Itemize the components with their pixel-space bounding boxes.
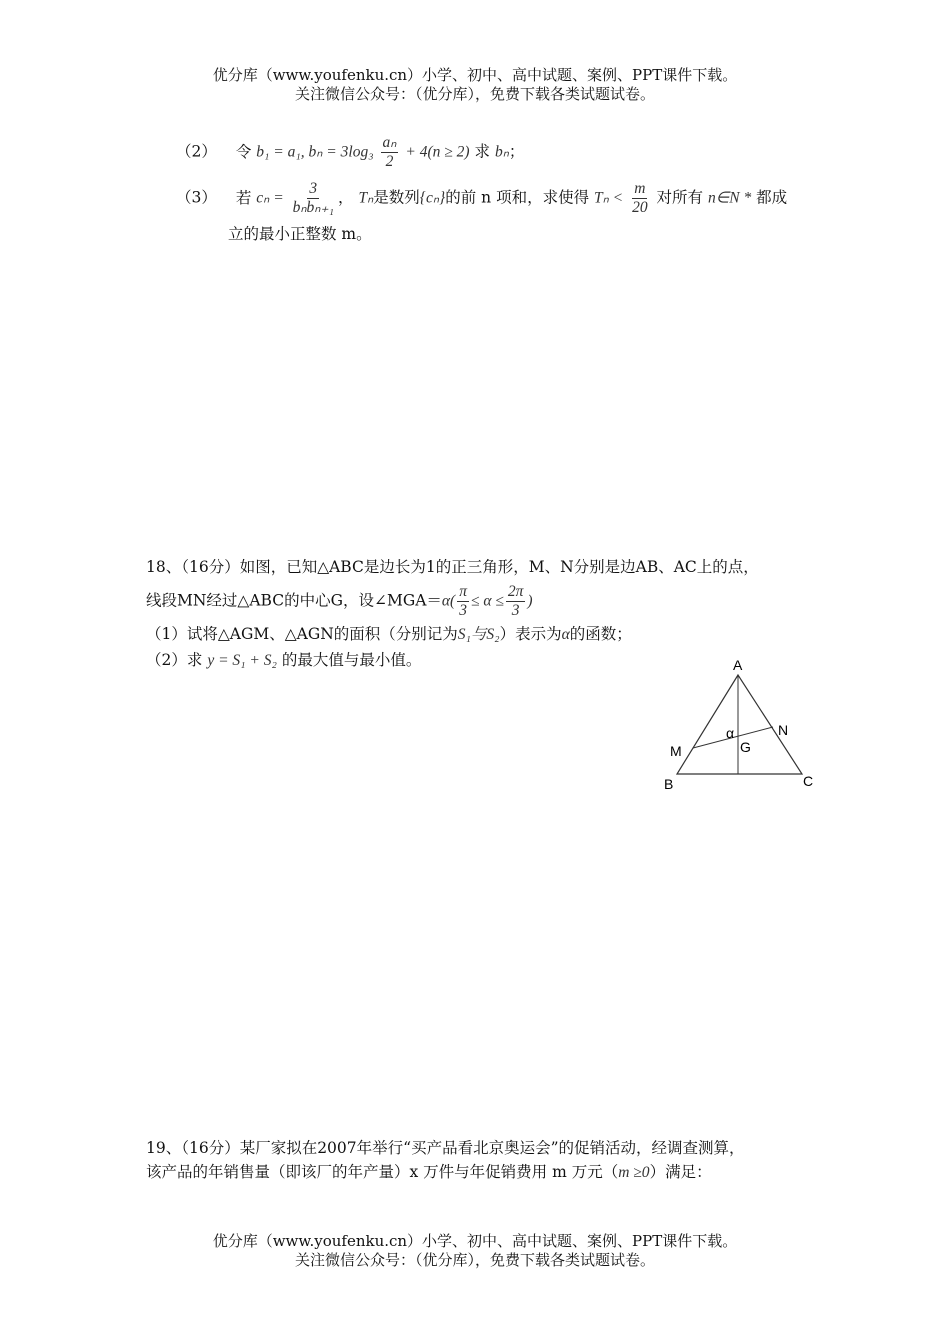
q17-part3-cond: n∈N *	[707, 189, 752, 207]
q17-part3-fraction-2	[630, 180, 650, 217]
header-line-2: 关注微信公众号：（优分库），免费下载各类试题试卷。	[294, 85, 655, 103]
q17-part2-ask: 求	[474, 142, 491, 161]
q17-part3-set: {cₙ}	[419, 189, 446, 207]
header-line-1: 优分库（www.youfenku.cn）小学、初中、高中试题、案例、PPT课件下载。	[212, 66, 738, 84]
label-b: B	[664, 776, 674, 792]
q18-line2-text: 线段MN经过△ABC的中心G，设∠MGA＝	[146, 591, 442, 610]
q17-part3-c: cₙ =	[256, 189, 284, 207]
q18-alpha: α(	[441, 592, 456, 610]
footer-line-2: 关注微信公众号：（优分库），免费下载各类试题试卷。	[294, 1251, 655, 1269]
q17-part3-line2: 立的最小正整数 m。	[228, 225, 372, 243]
q17-part2	[176, 134, 524, 171]
q18-frac-2pi-3	[506, 583, 526, 620]
q18-line3-text3: 的函数；	[569, 625, 632, 643]
q18-line3	[146, 622, 632, 644]
label-m: M	[670, 743, 682, 759]
q19-line2-text2: ）满足：	[649, 1163, 712, 1181]
fraction-numerator: 3	[309, 180, 318, 197]
q18-line3-text2: ）表示为	[499, 625, 562, 643]
q19-line2-text: 该产品的年销售量（即该厂的年产量）x 万件与年促销费用 m 万元（	[146, 1163, 619, 1181]
label-c: C	[803, 773, 814, 789]
q17-part3-number: （3）	[176, 188, 217, 207]
fraction-denominator: 3	[511, 602, 520, 619]
q18-line3-text: （1）试将△AGM、△AGN的面积（分别记为	[146, 625, 458, 643]
q17-part2-lead: 令	[235, 142, 252, 161]
q17-part2-number: （2）	[176, 142, 217, 161]
label-a: A	[733, 657, 743, 673]
q18-line4-text: （2）求	[146, 651, 203, 669]
q17-part3-ineq: Tₙ <	[594, 189, 624, 207]
q19-line2	[146, 1160, 712, 1182]
q17-part3-mid3: 的前 n 项和，求使得	[445, 188, 590, 207]
q17-part2-var: bₙ	[494, 143, 509, 161]
page-footer	[0, 1232, 950, 1270]
page-header	[0, 66, 950, 104]
q18-line4-expr: y = S₁ + S₂	[207, 652, 277, 669]
q17-part2-fraction	[381, 134, 399, 171]
fraction-numerator: 2π	[507, 583, 524, 600]
q18-line2	[146, 583, 533, 620]
q17-part2-expr: b₁ = a₁, bₙ = 3log₃	[256, 143, 374, 161]
fraction-numerator: π	[459, 583, 467, 600]
q18-range: ≤ α ≤	[470, 592, 504, 610]
q18-line3-s: S₁与S₂	[457, 626, 500, 643]
fraction-numerator: aₙ	[382, 134, 397, 151]
q17-part3-T: Tₙ	[358, 189, 374, 207]
q18-close-paren: )	[527, 592, 533, 610]
q18-line3-alpha: α	[561, 626, 570, 643]
label-alpha: α	[726, 725, 735, 741]
fraction-denominator: 20	[632, 199, 648, 216]
q17-part3	[176, 180, 787, 217]
q17-part3-comma: ，	[338, 188, 354, 207]
q17-part3-lead: 若	[235, 188, 252, 207]
q17-part3-end: 都成	[756, 188, 788, 207]
fraction-numerator: m	[634, 180, 646, 197]
label-g: G	[740, 739, 751, 755]
q17-part3-mid2: 是数列	[373, 188, 420, 207]
fraction-denominator: 2	[385, 153, 394, 170]
footer-line-1: 优分库（www.youfenku.cn）小学、初中、高中试题、案例、PPT课件下载。	[212, 1232, 738, 1250]
q19-line1: 19、（16分）某厂家拟在2007年举行“买产品看北京奥运会”的促销活动，经调查测算，	[146, 1139, 745, 1157]
q17-part3-fraction	[291, 180, 336, 217]
q17-part3-mid4: 对所有	[656, 188, 704, 207]
q18-frac-pi-3	[457, 583, 469, 620]
triangle-figure	[655, 652, 825, 797]
q17-part2-end: ；	[508, 142, 525, 161]
q18-line1: 18、（16分）如图，已知△ABC是边长为1的正三角形，M、N分别是边AB、AC上的点，	[146, 558, 759, 576]
fraction-denominator: 3	[459, 602, 467, 619]
q19-line2-expr: m ≥0	[618, 1164, 650, 1181]
label-n: N	[778, 722, 789, 738]
fraction-denominator: bₙbₙ₊₁	[292, 199, 335, 216]
q18-line4	[146, 648, 421, 670]
q18-line4-text2: 的最大值与最小值。	[281, 651, 422, 669]
q17-part2-tail: + 4(n ≥ 2)	[405, 143, 470, 161]
